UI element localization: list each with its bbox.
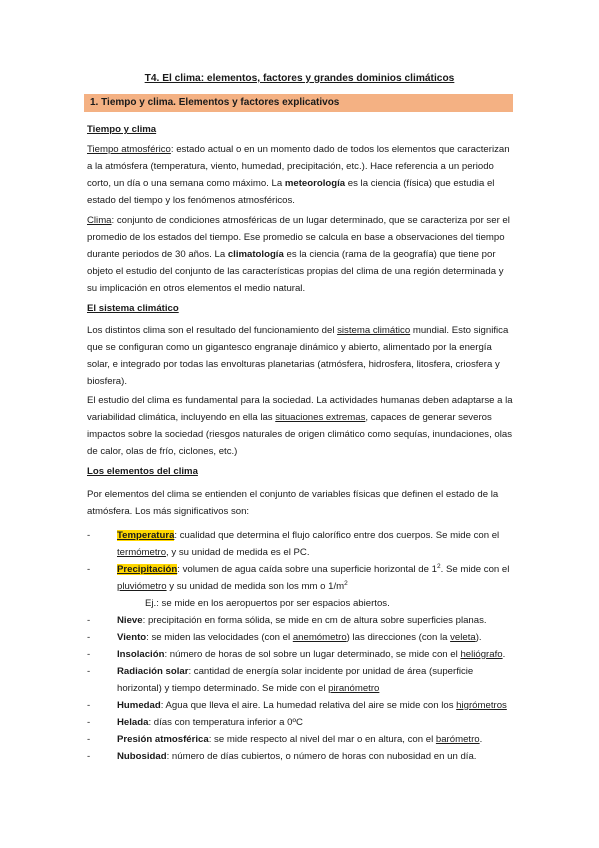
elements-list	[87, 527, 513, 765]
list-item-nubosidad: - Nubosidad: número de días cubiertos, o número de horas con nubosidad en un día.	[87, 751, 477, 762]
list-item-temperatura: - Temperatura: cualidad que determina el flujo calorífico entre dos cuerpos. Se mide con el termómetro, y su unidad de medida es el PC.	[87, 530, 500, 558]
subheading-tiempo-clima: Tiempo y clima	[87, 124, 157, 135]
list-item-insolacion: - Insolación: número de horas de sol sobre un lugar determinado, se mide con el heliógrafo.	[87, 649, 506, 660]
section-heading: 1. Tiempo y clima. Elementos y factores explicativos	[84, 94, 513, 112]
paragraph-clima: Clima: conjunto de condiciones atmosféricas de un lugar determinado, que se caracteriza por ser el promedio de los estados del tiempo. Ese promedio se calcula en base a observaciones del tiempo durante periodos de 30 años. La climatología es la ciencia (rama de la geografía) que tiene por objeto el estudio del conjunto de las características propias del clima de una región determinada y su implicación en otros elementos el medio natural.	[87, 215, 510, 294]
list-item-viento: - Viento: se miden las velocidades (con el anemómetro) las direcciones (con la veleta).	[87, 632, 482, 643]
list-item-nieve: - Nieve: precipitación en forma sólida, se mide en cm de altura sobre superficies planas.	[87, 615, 487, 626]
paragraph-estudio-clima: El estudio del clima es fundamental para la sociedad. La actividades humanas deben adaptarse a la variabilidad climática, incluyendo en ella las situaciones extremas, capaces de generar severos impactos sobre la sociedad (riesgos naturales de origen climático como sequías, inundaciones, olas de calor, olas de frío, ciclones, etc.)	[87, 395, 513, 457]
list-item-radiacion: - Radiación solar: cantidad de energía solar incidente por unidad de área (superficie horizontal) y tiempo determinado. Se mide con el piranómetro	[87, 666, 474, 694]
list-item-precipitacion: - Precipitación: volumen de agua caída sobre una superficie horizontal de $1^2$. Se mide con el pluviómetro y su unidad de medida son los mm o $1/m^2$	[87, 562, 510, 592]
subheading-sistema-climatico: El sistema climático	[87, 303, 179, 314]
paragraph-elementos: Por elementos del clima se entienden el conjunto de variables físicas que definen el estado de la atmósfera. Los más significativos son:	[87, 489, 499, 517]
paragraph-tiempo-atmosferico: Tiempo atmosférico: estado actual o en un momento dado de todos los elementos que caracterizan a la atmósfera (temperatura, viento, humedad, precipitación, etc.). Hace referencia a un periodo corto, un día o una semana como máximo. La meteorología es la ciencia (física) que estudia el estado del tiempo y los fenómenos atmosféricos.	[87, 144, 510, 206]
document-title: T4. El clima: elementos, factores y grandes dominios climáticos	[144, 73, 455, 84]
paragraph-sistema-climatico: Los distintos clima son el resultado del funcionamiento del sistema climático mundial. Esto significa que se configuran como un gigantesco engranaje dinámico y abierto, alimentado por la energía solar, e integrado por todas las envolturas planetarias (atmósfera, hidrosfera, litosfera, criosfera y biosfera).	[87, 325, 509, 387]
list-item-presion: - Presión atmosférica: se mide respecto al nivel del mar o en altura, con el barómetro.	[87, 734, 483, 745]
list-note-aeropuertos: Ej.: se mide en los aeropuertos por ser espacios abiertos.	[145, 598, 390, 609]
list-item-humedad: - Humedad: Agua que lleva el aire. La humedad relativa del aire se mide con los higrómetros	[87, 700, 507, 711]
subheading-elementos-clima: Los elementos del clima	[87, 466, 198, 477]
list-item-helada: - Helada: días con temperatura inferior a 0ºC	[87, 717, 303, 728]
